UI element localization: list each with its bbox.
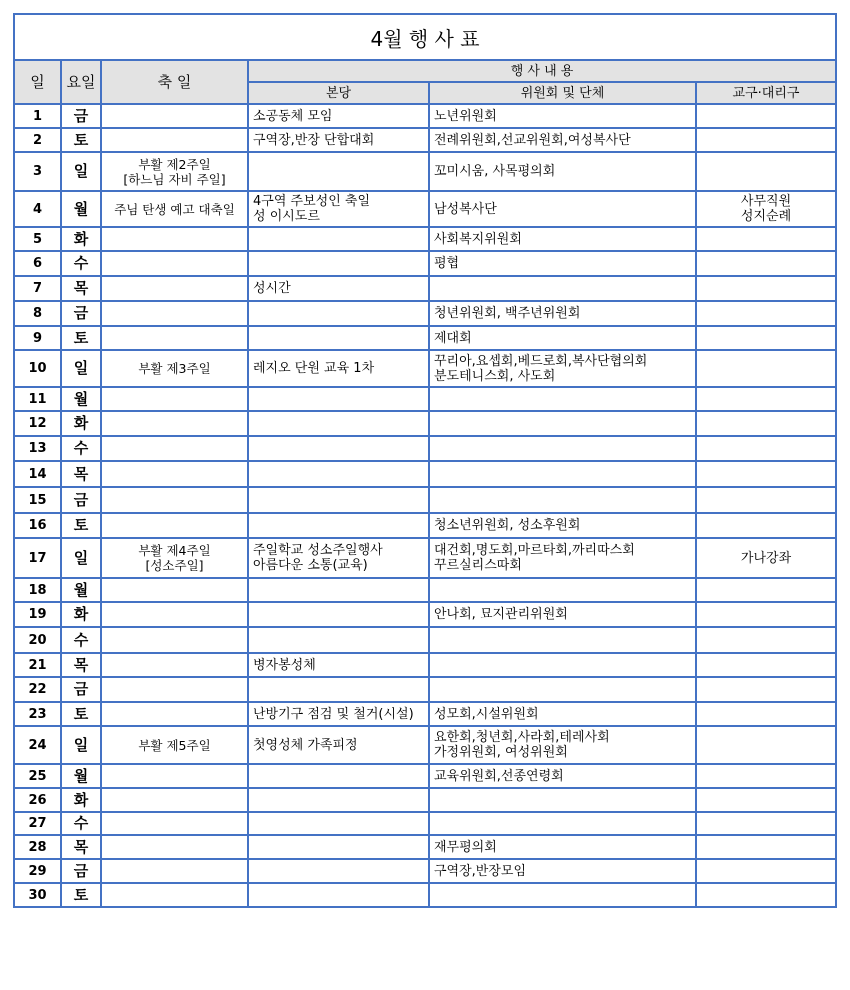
parish-event-cell bbox=[248, 538, 429, 578]
committee-event-cell bbox=[429, 602, 696, 627]
feast-cell bbox=[101, 350, 248, 387]
title-row bbox=[14, 14, 836, 60]
diocese-event-cell bbox=[696, 461, 836, 487]
committee-event-cell bbox=[429, 301, 696, 326]
weekday-cell: 수 bbox=[61, 812, 101, 835]
committee-event-cell bbox=[429, 152, 696, 191]
table-row bbox=[14, 436, 836, 461]
committee-event-cell-line: 성모회,시설위원회 bbox=[434, 706, 539, 722]
weekday-cell: 수 bbox=[61, 436, 101, 461]
parish-event-cell bbox=[248, 883, 429, 907]
feast-cell bbox=[101, 251, 248, 276]
committee-event-cell bbox=[429, 513, 696, 538]
table-row bbox=[14, 726, 836, 764]
feast-cell bbox=[101, 128, 248, 152]
committee-event-cell-line: 가정위원회, 여성위원회 bbox=[434, 745, 568, 760]
diocese-event-cell bbox=[696, 387, 836, 411]
table-row bbox=[14, 835, 836, 859]
weekday-cell: 목 bbox=[61, 653, 101, 677]
header-committees: 위원회 및 단체 bbox=[429, 82, 696, 104]
committee-event-cell-line: 사회복지위원회 bbox=[434, 231, 522, 247]
feast-cell bbox=[101, 411, 248, 436]
weekday-cell: 수 bbox=[61, 251, 101, 276]
parish-event-cell-line: 4구역 주보성인 축일 bbox=[253, 194, 370, 209]
day-cell: 1 bbox=[14, 104, 61, 128]
weekday-cell: 금 bbox=[61, 677, 101, 702]
diocese-event-cell bbox=[696, 350, 836, 387]
committee-event-cell-line: 교육위원회,선종연령회 bbox=[434, 768, 564, 784]
parish-event-cell-line: 첫영성체 가족피정 bbox=[253, 737, 358, 753]
weekday-cell: 일 bbox=[61, 726, 101, 764]
parish-event-cell bbox=[248, 788, 429, 812]
committee-event-cell bbox=[429, 812, 696, 835]
feast-cell bbox=[101, 764, 248, 788]
diocese-event-cell bbox=[696, 726, 836, 764]
diocese-event-cell bbox=[696, 513, 836, 538]
day-cell: 12 bbox=[14, 411, 61, 436]
table-row bbox=[14, 812, 836, 835]
diocese-event-cell bbox=[696, 835, 836, 859]
table-row bbox=[14, 411, 836, 436]
table-row bbox=[14, 538, 836, 578]
committee-event-cell-line: 남성복사단 bbox=[434, 201, 497, 217]
committee-event-cell bbox=[429, 578, 696, 602]
committee-event-cell bbox=[429, 276, 696, 301]
parish-event-cell bbox=[248, 812, 429, 835]
diocese-event-cell-line: 성지순례 bbox=[740, 209, 792, 224]
feast-cell-line: [성소주일] bbox=[145, 558, 204, 573]
committee-event-cell-line: 재무평의회 bbox=[434, 839, 497, 855]
committee-event-cell bbox=[429, 788, 696, 812]
header-weekday: 요일 bbox=[61, 60, 101, 104]
weekday-cell: 월 bbox=[61, 578, 101, 602]
weekday-cell: 수 bbox=[61, 627, 101, 653]
day-cell: 14 bbox=[14, 461, 61, 487]
committee-event-cell bbox=[429, 227, 696, 251]
day-cell: 19 bbox=[14, 602, 61, 627]
committee-event-cell bbox=[429, 487, 696, 513]
day-cell: 25 bbox=[14, 764, 61, 788]
weekday-cell: 화 bbox=[61, 788, 101, 812]
diocese-event-cell bbox=[696, 677, 836, 702]
diocese-event-cell bbox=[696, 436, 836, 461]
feast-cell-line: 부활 제2주일 bbox=[138, 156, 211, 172]
diocese-event-cell bbox=[696, 627, 836, 653]
parish-event-cell bbox=[248, 487, 429, 513]
committee-event-cell bbox=[429, 411, 696, 436]
diocese-event-cell bbox=[696, 251, 836, 276]
feast-cell bbox=[101, 677, 248, 702]
weekday-cell: 일 bbox=[61, 350, 101, 387]
parish-event-cell bbox=[248, 387, 429, 411]
feast-cell bbox=[101, 513, 248, 538]
weekday-cell: 토 bbox=[61, 128, 101, 152]
day-cell: 30 bbox=[14, 883, 61, 907]
header-events-group: 행 사 내 용 bbox=[248, 60, 836, 82]
feast-cell bbox=[101, 461, 248, 487]
committee-event-cell bbox=[429, 251, 696, 276]
committee-event-cell-line: 노년위원회 bbox=[434, 108, 497, 124]
feast-cell-line: 부활 제5주일 bbox=[138, 737, 211, 753]
committee-event-cell bbox=[429, 883, 696, 907]
feast-cell bbox=[101, 602, 248, 627]
parish-event-cell bbox=[248, 835, 429, 859]
committee-event-cell-line: 청소년위원회, 성소후원회 bbox=[434, 518, 581, 533]
schedule-body bbox=[14, 104, 836, 907]
weekday-cell: 토 bbox=[61, 326, 101, 350]
parish-event-cell bbox=[248, 128, 429, 152]
day-cell: 8 bbox=[14, 301, 61, 326]
table-row bbox=[14, 152, 836, 191]
committee-event-cell bbox=[429, 387, 696, 411]
feast-cell-line: 부활 제4주일 bbox=[138, 543, 211, 558]
weekday-cell: 금 bbox=[61, 859, 101, 883]
parish-event-cell-line: 성시간 bbox=[253, 281, 291, 296]
day-cell: 3 bbox=[14, 152, 61, 191]
table-row bbox=[14, 627, 836, 653]
day-cell: 5 bbox=[14, 227, 61, 251]
diocese-event-cell bbox=[696, 191, 836, 227]
day-cell: 21 bbox=[14, 653, 61, 677]
day-cell: 9 bbox=[14, 326, 61, 350]
parish-event-cell bbox=[248, 104, 429, 128]
diocese-event-cell bbox=[696, 326, 836, 350]
weekday-cell: 금 bbox=[61, 301, 101, 326]
parish-event-cell bbox=[248, 859, 429, 883]
committee-event-cell-line: 요한회,청년회,사라회,테레사회 bbox=[434, 730, 610, 745]
committee-event-cell-line: 꾸르실리스따회 bbox=[434, 558, 522, 573]
parish-event-cell bbox=[248, 764, 429, 788]
feast-cell bbox=[101, 859, 248, 883]
feast-cell bbox=[101, 788, 248, 812]
parish-event-cell bbox=[248, 326, 429, 350]
feast-cell bbox=[101, 436, 248, 461]
committee-event-cell bbox=[429, 461, 696, 487]
table-row bbox=[14, 764, 836, 788]
day-cell: 17 bbox=[14, 538, 61, 578]
diocese-event-cell bbox=[696, 578, 836, 602]
day-cell: 18 bbox=[14, 578, 61, 602]
day-cell: 6 bbox=[14, 251, 61, 276]
weekday-cell: 화 bbox=[61, 227, 101, 251]
feast-cell bbox=[101, 538, 248, 578]
feast-cell bbox=[101, 191, 248, 227]
feast-cell bbox=[101, 627, 248, 653]
weekday-cell: 토 bbox=[61, 883, 101, 907]
parish-event-cell bbox=[248, 301, 429, 326]
weekday-cell: 목 bbox=[61, 461, 101, 487]
diocese-event-cell bbox=[696, 538, 836, 578]
weekday-cell: 화 bbox=[61, 602, 101, 627]
committee-event-cell bbox=[429, 726, 696, 764]
diocese-event-cell bbox=[696, 487, 836, 513]
diocese-event-cell bbox=[696, 788, 836, 812]
weekday-cell: 토 bbox=[61, 513, 101, 538]
committee-event-cell bbox=[429, 835, 696, 859]
committee-event-cell bbox=[429, 436, 696, 461]
table-row bbox=[14, 350, 836, 387]
parish-event-cell bbox=[248, 702, 429, 726]
day-cell: 16 bbox=[14, 513, 61, 538]
committee-event-cell-line: 청년위원회, 백주년위원회 bbox=[434, 306, 581, 321]
committee-event-cell bbox=[429, 538, 696, 578]
day-cell: 29 bbox=[14, 859, 61, 883]
feast-cell bbox=[101, 835, 248, 859]
day-cell: 22 bbox=[14, 677, 61, 702]
table-row bbox=[14, 104, 836, 128]
table-row bbox=[14, 301, 836, 326]
feast-cell-line: 주님 탄생 예고 대축일 bbox=[114, 201, 235, 217]
table-row bbox=[14, 578, 836, 602]
day-cell: 2 bbox=[14, 128, 61, 152]
feast-cell bbox=[101, 227, 248, 251]
feast-cell bbox=[101, 726, 248, 764]
diocese-event-cell bbox=[696, 602, 836, 627]
diocese-event-cell bbox=[696, 104, 836, 128]
committee-event-cell-line: 구역장,반장모임 bbox=[434, 863, 527, 879]
feast-cell-line: [하느님 자비 주일] bbox=[123, 171, 226, 187]
table-row bbox=[14, 602, 836, 627]
committee-event-cell bbox=[429, 859, 696, 883]
weekday-cell: 금 bbox=[61, 104, 101, 128]
feast-cell bbox=[101, 812, 248, 835]
feast-cell-line: 부활 제3주일 bbox=[138, 361, 211, 376]
table-row bbox=[14, 191, 836, 227]
weekday-cell: 월 bbox=[61, 764, 101, 788]
day-cell: 28 bbox=[14, 835, 61, 859]
feast-cell bbox=[101, 883, 248, 907]
diocese-event-cell bbox=[696, 227, 836, 251]
parish-event-cell-line: 성 이시도르 bbox=[253, 209, 320, 224]
header-parish: 본당 bbox=[248, 82, 429, 104]
committee-event-cell bbox=[429, 350, 696, 387]
day-cell: 15 bbox=[14, 487, 61, 513]
weekday-cell: 월 bbox=[61, 387, 101, 411]
day-cell: 11 bbox=[14, 387, 61, 411]
parish-event-cell bbox=[248, 653, 429, 677]
committee-event-cell-line: 대건회,명도회,마르타회,까리따스회 bbox=[434, 543, 635, 558]
table-row bbox=[14, 677, 836, 702]
parish-event-cell-line: 병자봉성체 bbox=[253, 657, 316, 673]
parish-event-cell bbox=[248, 602, 429, 627]
parish-event-cell-line: 구역장,반장 단합대회 bbox=[253, 132, 375, 148]
parish-event-cell-line: 소공동체 모임 bbox=[253, 108, 333, 124]
table-row bbox=[14, 387, 836, 411]
parish-event-cell bbox=[248, 191, 429, 227]
day-cell: 10 bbox=[14, 350, 61, 387]
weekday-cell: 월 bbox=[61, 191, 101, 227]
weekday-cell: 토 bbox=[61, 702, 101, 726]
parish-event-cell bbox=[248, 276, 429, 301]
feast-cell bbox=[101, 301, 248, 326]
committee-event-cell-line: 분도테니스회, 사도회 bbox=[434, 368, 556, 384]
feast-cell bbox=[101, 702, 248, 726]
feast-cell bbox=[101, 578, 248, 602]
committee-event-cell-line: 제대회 bbox=[434, 330, 472, 346]
diocese-event-cell bbox=[696, 812, 836, 835]
feast-cell bbox=[101, 104, 248, 128]
table-row bbox=[14, 128, 836, 152]
committee-event-cell-line: 꼬미시움, 사목평의회 bbox=[434, 164, 556, 179]
diocese-event-cell bbox=[696, 276, 836, 301]
event-schedule-table bbox=[13, 13, 837, 908]
day-cell: 24 bbox=[14, 726, 61, 764]
parish-event-cell bbox=[248, 677, 429, 702]
parish-event-cell bbox=[248, 251, 429, 276]
diocese-event-cell bbox=[696, 653, 836, 677]
weekday-cell: 화 bbox=[61, 411, 101, 436]
committee-event-cell-line: 안나회, 묘지관리위원회 bbox=[434, 607, 568, 622]
table-row bbox=[14, 227, 836, 251]
feast-cell bbox=[101, 326, 248, 350]
diocese-event-cell-line: 사무직원 bbox=[740, 194, 792, 209]
day-cell: 4 bbox=[14, 191, 61, 227]
parish-event-cell bbox=[248, 726, 429, 764]
diocese-event-cell bbox=[696, 764, 836, 788]
committee-event-cell bbox=[429, 677, 696, 702]
diocese-event-cell bbox=[696, 128, 836, 152]
table-row bbox=[14, 702, 836, 726]
committee-event-cell bbox=[429, 128, 696, 152]
parish-event-cell-line: 아름다운 소통(교육) bbox=[253, 558, 368, 573]
weekday-cell: 일 bbox=[61, 152, 101, 191]
diocese-event-cell bbox=[696, 859, 836, 883]
parish-event-cell bbox=[248, 411, 429, 436]
weekday-cell: 일 bbox=[61, 538, 101, 578]
table-row bbox=[14, 251, 836, 276]
feast-cell bbox=[101, 653, 248, 677]
header-day: 일 bbox=[14, 60, 61, 104]
diocese-event-cell bbox=[696, 702, 836, 726]
day-cell: 7 bbox=[14, 276, 61, 301]
parish-event-cell bbox=[248, 152, 429, 191]
table-row bbox=[14, 859, 836, 883]
committee-event-cell bbox=[429, 104, 696, 128]
table-row bbox=[14, 883, 836, 907]
header-diocese: 교구·대리구 bbox=[696, 82, 836, 104]
table-row bbox=[14, 461, 836, 487]
parish-event-cell bbox=[248, 227, 429, 251]
diocese-event-cell bbox=[696, 883, 836, 907]
table-row bbox=[14, 276, 836, 301]
weekday-cell: 목 bbox=[61, 276, 101, 301]
committee-event-cell-line: 꾸리아,요셉회,베드로회,복사단협의회 bbox=[434, 353, 648, 369]
parish-event-cell bbox=[248, 578, 429, 602]
weekday-cell: 금 bbox=[61, 487, 101, 513]
diocese-event-cell bbox=[696, 152, 836, 191]
committee-event-cell bbox=[429, 326, 696, 350]
diocese-event-cell bbox=[696, 301, 836, 326]
parish-event-cell-line: 난방기구 점검 및 철거(시설) bbox=[253, 706, 414, 722]
table-row bbox=[14, 788, 836, 812]
feast-cell bbox=[101, 487, 248, 513]
header-feast: 축 일 bbox=[101, 60, 248, 104]
feast-cell bbox=[101, 152, 248, 191]
header-row-1 bbox=[14, 60, 836, 82]
feast-cell bbox=[101, 276, 248, 301]
parish-event-cell bbox=[248, 350, 429, 387]
table-row bbox=[14, 513, 836, 538]
table-row bbox=[14, 653, 836, 677]
committee-event-cell bbox=[429, 702, 696, 726]
parish-event-cell bbox=[248, 461, 429, 487]
parish-event-cell-line: 레지오 단원 교육 1차 bbox=[253, 361, 375, 376]
parish-event-cell bbox=[248, 436, 429, 461]
day-cell: 20 bbox=[14, 627, 61, 653]
diocese-event-cell-line: 가나강좌 bbox=[740, 550, 792, 566]
committee-event-cell bbox=[429, 653, 696, 677]
table-row bbox=[14, 326, 836, 350]
parish-event-cell-line: 주일학교 성소주일행사 bbox=[253, 543, 383, 558]
diocese-event-cell bbox=[696, 411, 836, 436]
day-cell: 26 bbox=[14, 788, 61, 812]
parish-event-cell bbox=[248, 627, 429, 653]
page-title: 4월 행 사 표 bbox=[14, 14, 836, 60]
day-cell: 27 bbox=[14, 812, 61, 835]
day-cell: 23 bbox=[14, 702, 61, 726]
parish-event-cell bbox=[248, 513, 429, 538]
committee-event-cell bbox=[429, 191, 696, 227]
table-row bbox=[14, 487, 836, 513]
day-cell: 13 bbox=[14, 436, 61, 461]
committee-event-cell-line: 전례위원회,선교위원회,여성복사단 bbox=[434, 132, 631, 148]
committee-event-cell bbox=[429, 627, 696, 653]
committee-event-cell-line: 평협 bbox=[434, 256, 460, 271]
feast-cell bbox=[101, 387, 248, 411]
committee-event-cell bbox=[429, 764, 696, 788]
weekday-cell: 목 bbox=[61, 835, 101, 859]
